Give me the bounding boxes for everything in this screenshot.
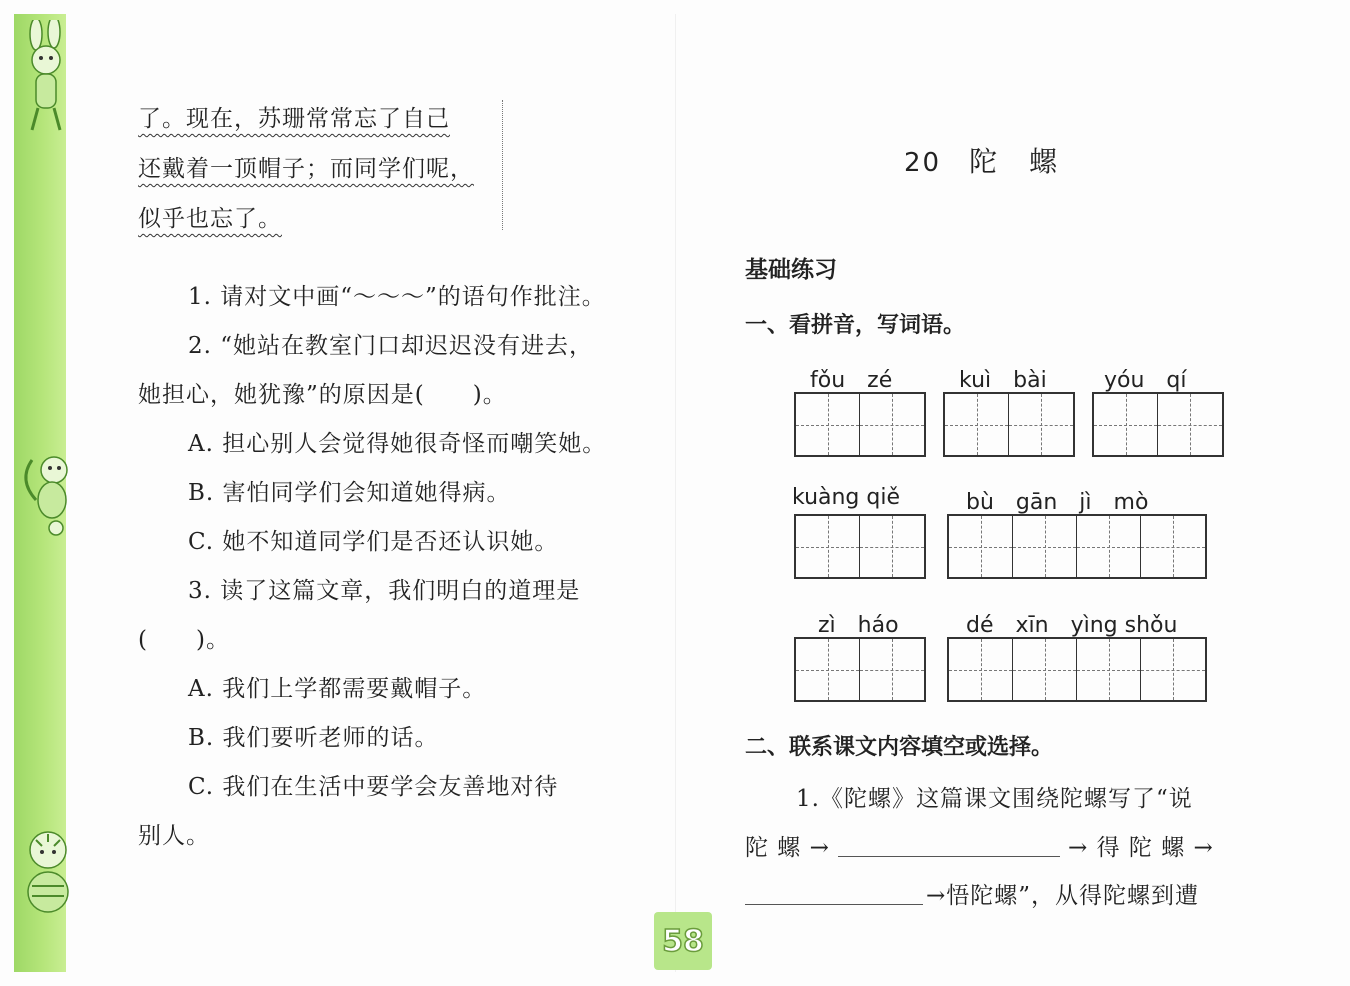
writing-grid-zi-hao[interactable] bbox=[794, 637, 926, 702]
part-1-heading: 一、看拼音，写词语。 bbox=[745, 313, 966, 338]
lesson-title bbox=[904, 140, 1059, 180]
lesson-number: 20 bbox=[904, 148, 942, 178]
writing-grid-you-qi[interactable] bbox=[1092, 392, 1224, 457]
writing-grid-kui-bai[interactable] bbox=[943, 392, 1075, 457]
question-2-line-1: 2. “她站在教室门口却迟迟没有进去， bbox=[188, 333, 594, 359]
writing-grid-bu-gan-ji-mo[interactable] bbox=[947, 514, 1207, 579]
page-gutter bbox=[675, 14, 676, 972]
fill-question-line-2-end: → 得 陀 螺 → bbox=[1068, 835, 1214, 861]
pinyin-zi-hao: zì háo bbox=[818, 613, 899, 638]
question-2-line-2: 她担心，她犹豫”的原因是( )。 bbox=[138, 382, 507, 408]
question-3-option-c-line-2: 别人。 bbox=[138, 823, 210, 849]
question-2-option-c: C. 她不知道同学们是否还认识她。 bbox=[188, 529, 559, 555]
fill-blank-1[interactable] bbox=[838, 856, 1060, 857]
question-3-option-c-line-1: C. 我们在生活中要学会友善地对待 bbox=[188, 774, 559, 800]
writing-grid-kuang-qie[interactable] bbox=[794, 514, 926, 579]
page-number-badge: 58 bbox=[654, 912, 712, 970]
tiger-mascot-icon bbox=[14, 820, 76, 920]
pinyin-bu-gan-ji-mo: bù gān jì mò bbox=[966, 490, 1149, 515]
pinyin-de-xin-ying-shou: dé xīn yìng shǒu bbox=[966, 613, 1178, 638]
pinyin-you-qi: yóu qí bbox=[1104, 368, 1187, 393]
pinyin-kuang-qie: kuàng qiě bbox=[792, 485, 901, 510]
fill-question-line-1: 1.《陀螺》这篇课文围绕陀螺写了“说 bbox=[796, 786, 1193, 812]
annotation-margin-line bbox=[502, 100, 503, 230]
fill-blank-2[interactable] bbox=[745, 904, 923, 905]
question-3-line-1: 3. 读了这篇文章，我们明白的道理是 bbox=[188, 578, 581, 604]
question-3-option-a: A. 我们上学都需要戴帽子。 bbox=[188, 676, 487, 702]
question-3-line-2: ( )。 bbox=[138, 627, 230, 653]
section-basic-practice: 基础练习 bbox=[745, 257, 837, 283]
fill-question-line-3: →悟陀螺”，从得陀螺到遭 bbox=[926, 883, 1200, 909]
question-2-option-a: A. 担心别人会觉得她很奇怪而嘲笑她。 bbox=[188, 431, 607, 457]
fill-question-line-2-start: 陀 螺 → bbox=[745, 835, 830, 861]
part-2-heading: 二、联系课文内容填空或选择。 bbox=[745, 735, 1054, 760]
rabbit-mascot-icon bbox=[14, 20, 76, 135]
pinyin-kui-bai: kuì bài bbox=[959, 368, 1047, 393]
question-1: 1. 请对文中画“～～～”的语句作批注。 bbox=[188, 284, 606, 310]
passage-line-3: 似乎也忘了。 bbox=[138, 206, 282, 232]
lesson-name: 陀 螺 bbox=[969, 145, 1060, 178]
passage-line-1: 了。现在，苏珊常常忘了自己 bbox=[138, 106, 450, 132]
question-3-option-b: B. 我们要听老师的话。 bbox=[188, 725, 439, 751]
writing-grid-de-xin-ying-shou[interactable] bbox=[947, 637, 1207, 702]
squirrel-mascot-icon bbox=[14, 440, 76, 540]
pinyin-fou-ze: fǒu zé bbox=[810, 368, 893, 393]
question-2-option-b: B. 害怕同学们会知道她得病。 bbox=[188, 480, 511, 506]
writing-grid-fou-ze[interactable] bbox=[794, 392, 926, 457]
passage-line-2: 还戴着一顶帽子；而同学们呢， bbox=[138, 156, 474, 182]
